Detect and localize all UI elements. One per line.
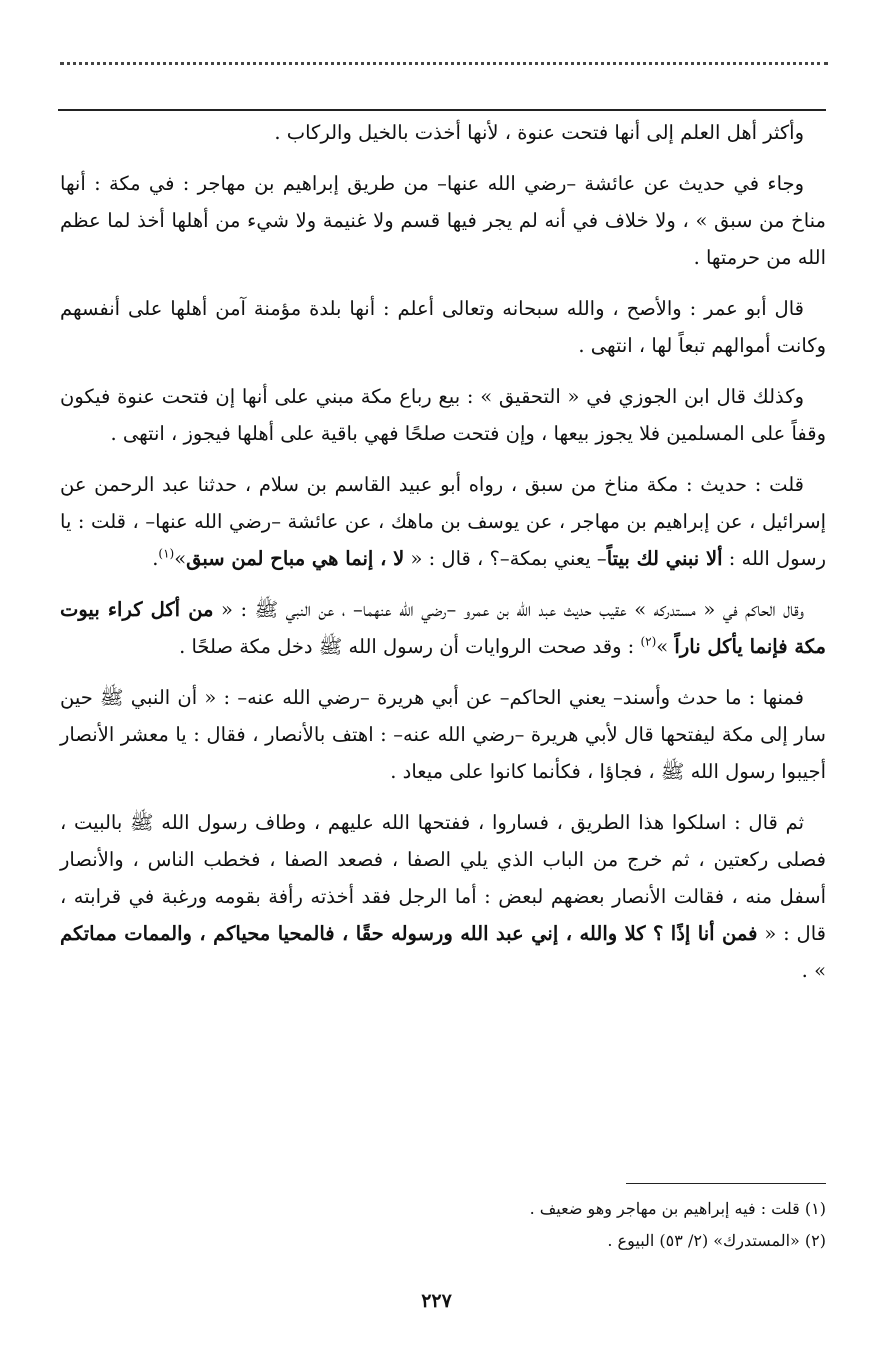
header-rule xyxy=(58,109,826,111)
page-number: ٢٢٧ xyxy=(421,1290,452,1312)
footnote-1: (١) قلت : فيه إبراهيم بن مهاجر وهو ضعيف . xyxy=(529,1199,826,1218)
main-text xyxy=(60,114,826,1003)
footnote-ref: (١) xyxy=(158,546,175,561)
footnote-ref: (٢) xyxy=(640,634,657,649)
paragraph-8: ثم قال : اسلكوا هذا الطريق ، فساروا ، ففتحها الله عليهم ، وطاف رسول الله ﷺ بالبيت ، فصلى ركعتين ، ثم خرج من الباب الذي يلي الصفا ، فصعد الصفا ، فخطب الناس ، والأنصار أسفل منه ، فقالت الأنصار بعضهم لبعض : أما الرجل فقد أخذته رأفة بقومه ورغبة في قرابته ، قال : « فمن أنا إذًا ؟ كلا والله ، إني عبد الله ورسوله حقًا ، فالمحيا محياكم ، والممات مماتكم » . xyxy=(60,811,826,982)
paragraph-6: وقال الحاكم في « مستدركه » عقيب حديث عبد الله بن عمرو –رضي الله عنهما– ، عن النبي ﷺ : « من أكل كراء بيوت مكة فإنما يأكل ناراً »$^{(٢)}$ : وقد صحت الروايات أن رسول الله ﷺ دخل مكة صلحًا . xyxy=(60,598,826,658)
hadith-quote: ألا نبني لك بيتاً xyxy=(606,547,723,570)
paragraph-1: وأكثر أهل العلم إلى أنها فتحت عنوة ، لأنها أخذت بالخيل والركاب . xyxy=(274,121,804,144)
footnote-2: (٢) «المستدرك» (٢/ ٥٣) البيوع . xyxy=(607,1231,826,1250)
paragraph-5: قلت : حديث : مكة مناخ من سبق ، رواه أبو عبيد القاسم بن سلام ، حدثنا عبد الرحمن عن إسرائيل ، عن إبراهيم بن مهاجر ، عن يوسف بن ماهك ، عن عائشة –رضي الله عنها– ، قلت : يا رسول الله : ألا نبني لك بيتاً– يعني بمكة–؟ ، قال : « لا ، إنما هي مباح لمن سبق»$^{(١)}$. xyxy=(60,473,826,570)
hadith-quote: لا ، إنما هي مباح لمن سبق xyxy=(186,547,405,570)
paragraph-4: وكذلك قال ابن الجوزي في « التحقيق » : بيع رباع مكة مبني على أنها إن فتحت عنوة فيكون وقفاً على المسلمين فلا يجوز بيعها ، وإن فتحت صلحًا فهي باقية على أهلها فيجوز ، انتهى . xyxy=(60,385,826,445)
hadith-quote: من أكل كراء بيوت مكة فإنما يأكل ناراً xyxy=(60,598,826,658)
paragraph-3: قال أبو عمر : والأصح ، والله سبحانه وتعالى أعلم : أنها بلدة مؤمنة آمن أهلها على أنفسهم وكانت أموالهم تبعاً لها ، انتهى . xyxy=(60,297,826,357)
header-ornament xyxy=(60,62,828,69)
footnote-rule xyxy=(626,1183,826,1184)
footnotes xyxy=(60,1193,826,1257)
hadith-quote: فمن أنا إذًا ؟ كلا والله ، إني عبد الله ورسوله حقًا ، فالمحيا محياكم ، والممات مماتكم xyxy=(60,922,758,945)
paragraph-2: وجاء في حديث عن عائشة –رضي الله عنها– من طريق إبراهيم بن مهاجر : في مكة : أنها مناخ من سبق » ، ولا خلاف في أنه لم يجر فيها قسم ولا غنيمة ولا شيء من أهلها أخذ لما عظم الله من حرمتها . xyxy=(60,172,826,269)
paragraph-7: فمنها : ما حدث وأسند– يعني الحاكم– عن أبي هريرة –رضي الله عنه– : « أن النبي ﷺ حين سار إلى مكة ليفتحها قال لأبي هريرة –رضي الله عنه– : اهتف بالأنصار ، فقال : يا معشر الأنصار أجيبوا رسول الله ﷺ ، فجاؤا ، فكأنما كانوا على ميعاد . xyxy=(60,686,826,783)
